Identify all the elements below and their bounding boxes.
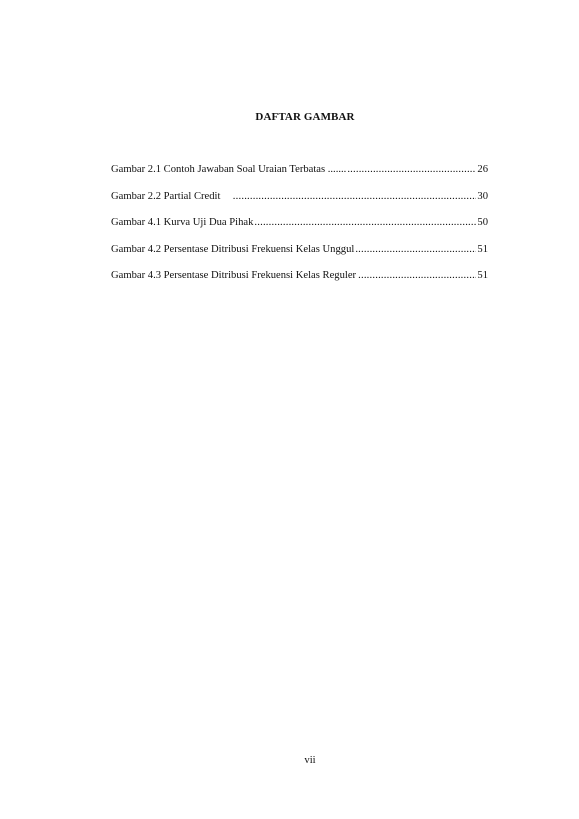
figure-page-number: 30 <box>477 190 488 202</box>
figure-page-number: 51 <box>477 270 488 281</box>
figure-title: Gambar 2.1 Contoh Jawaban Soal Uraian Terbatas ....... <box>111 164 347 175</box>
dot-leader <box>358 267 476 285</box>
figure-list-item <box>111 267 488 294</box>
figure-title: Gambar 4.1 Kurva Uji Dua Pihak <box>111 217 254 228</box>
dot-leader <box>254 214 476 232</box>
dot-leader <box>347 161 476 179</box>
figure-list-item <box>111 161 488 188</box>
figure-title: Gambar 4.2 Persentase Ditribusi Frekuensi Kelas Unggul <box>111 243 355 255</box>
figure-list-item <box>111 241 488 268</box>
figure-title: Gambar 4.3 Persentase Ditribusi Frekuensi Kelas Reguler <box>111 270 357 281</box>
figure-title: Gambar 2.2 Partial Credit <box>111 190 221 202</box>
figure-list-item <box>111 188 488 215</box>
figure-page-number: 26 <box>477 164 488 175</box>
page-number: vii <box>304 755 316 766</box>
figure-page-number: 50 <box>477 217 488 228</box>
dot-leader <box>233 188 477 206</box>
page-title: DAFTAR GAMBAR <box>255 111 355 123</box>
figure-list-item <box>111 214 488 241</box>
figure-list <box>111 161 488 294</box>
dot-leader <box>355 241 476 259</box>
figure-page-number: 51 <box>477 243 488 255</box>
